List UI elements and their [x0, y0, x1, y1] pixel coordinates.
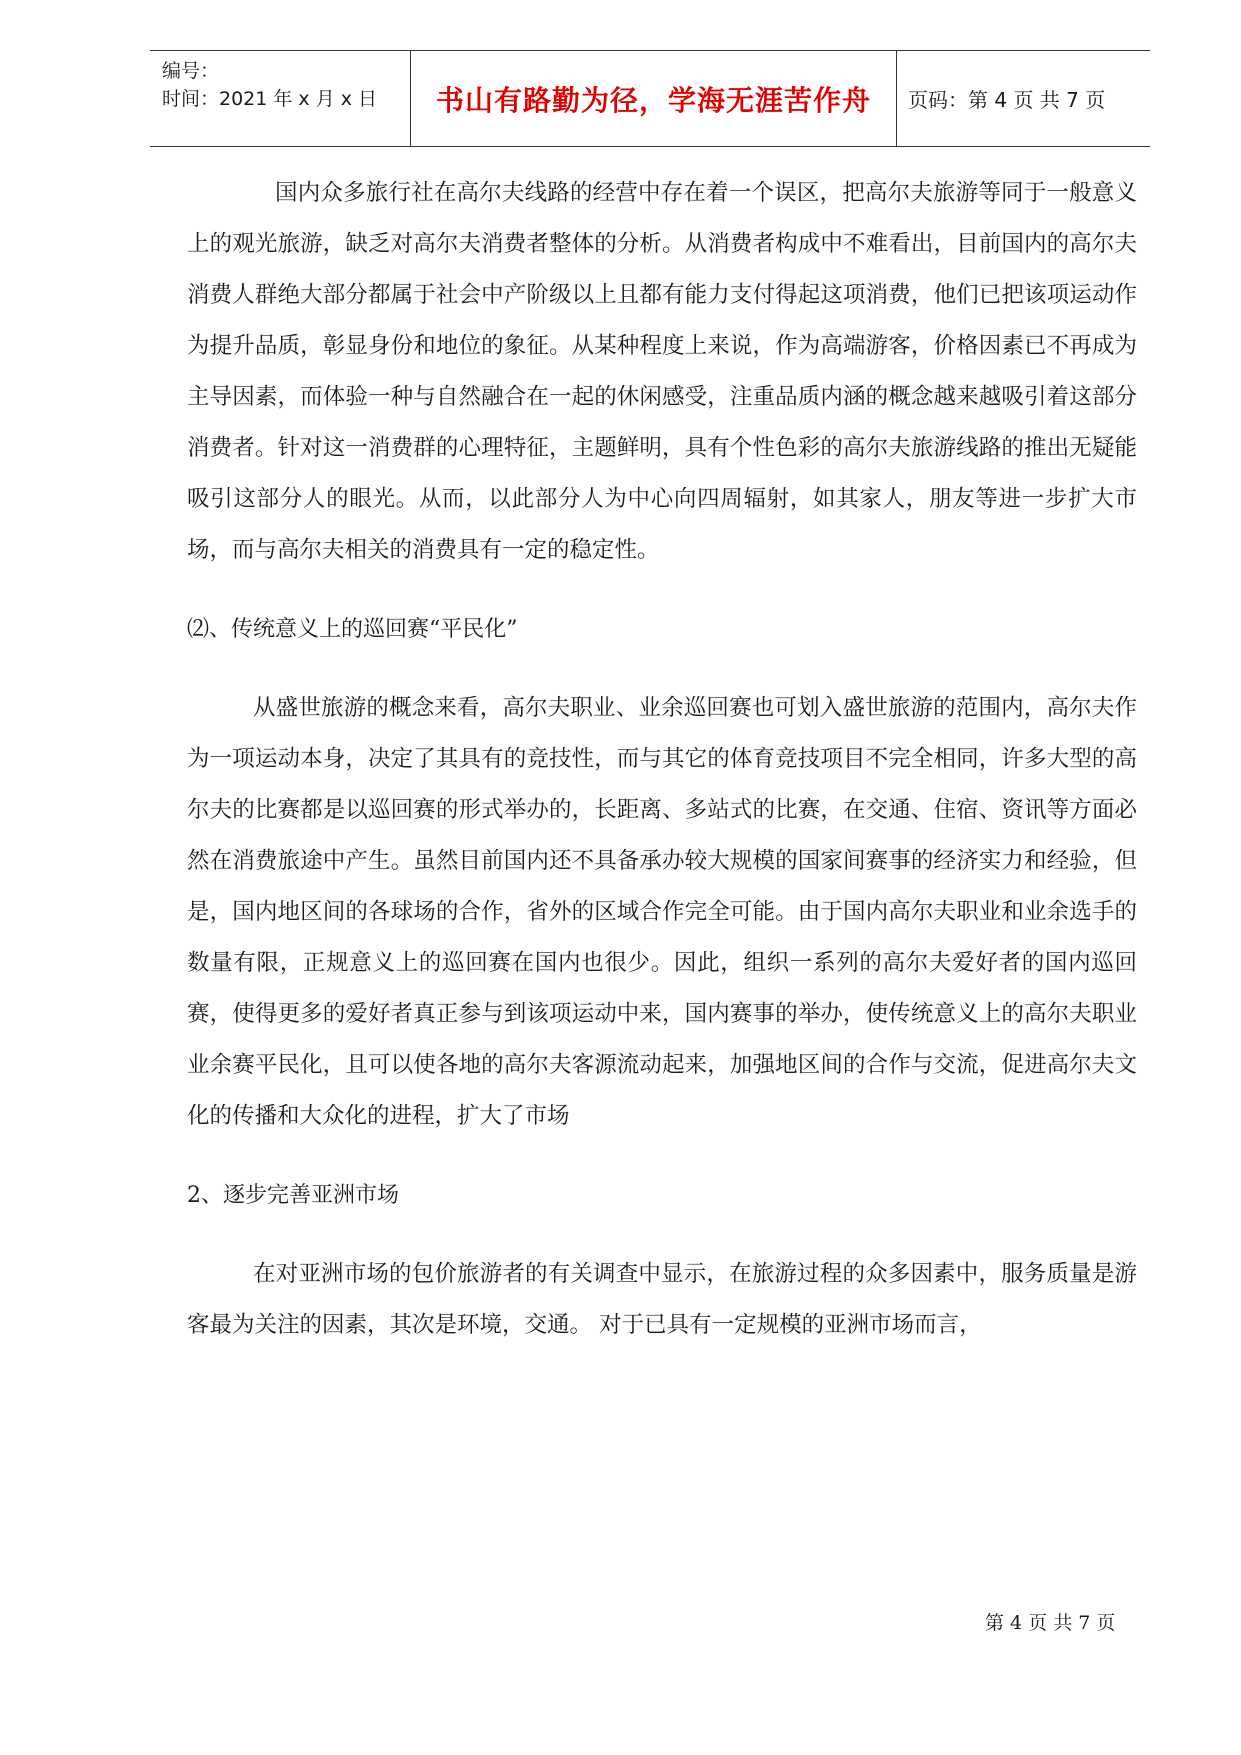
spacer [187, 1142, 1137, 1170]
document-body [187, 168, 1137, 1351]
motto-text: 书山有路勤为径，学海无涯苦作舟 [435, 83, 871, 117]
header-page-cell [896, 51, 1162, 146]
paragraph-golf-consumers: 国内众多旅行社在高尔夫线路的经营中存在着一个误区，把高尔夫旅游等同于一般意义上的观光旅游，缺乏对高尔夫消费者整体的分析。从消费者构成中不难看出，目前国内的高尔夫消费人群绝大部分都属于社会中产阶级以上且都有能力支付得起这项消费，他们已把该项运动作为提升品质，彰显身份和地位的象征。从某种程度上来说，作为高端游客，价格因素已不再成为主导因素，而体验一种与自然融合在一起的休闲感受，注重品质内涵的概念越来越吸引着这部分消费者。针对这一消费群的心理特征，主题鲜明，具有个性色彩的高尔夫旅游线路的推出无疑能吸引这部分人的眼光。从而，以此部分人为中心向四周辐射，如其家人，朋友等进一步扩大市场，而与高尔夫相关的消费具有一定的稳定性。 [187, 180, 1137, 563]
paragraph-tournament: 从盛世旅游的概念来看，高尔夫职业、业余巡回赛也可划入盛世旅游的范围内，高尔夫作为一项运动本身，决定了其具有的竞技性，而与其它的体育竞技项目不完全相同，许多大型的高尔夫的比赛都是以巡回赛的形式举办的，长距离、多站式的比赛，在交通、住宿、资讯等方面必然在消费旅途中产生。虽然目前国内还不具备承办较大规模的国家间赛事的经济实力和经验，但是，国内地区间的各球场的合作，省外的区域合作完全可能。由于国内高尔夫职业和业余选手的数量有限，正规意义上的巡回赛在国内也很少。因此，组织一系列的高尔夫爱好者的国内巡回赛，使得更多的爱好者真正参与到该项运动中来，国内赛事的举办，使传统意义上的高尔夫职业业余赛平民化，且可以使各地的高尔夫客源流动起来，加强地区间的合作与交流，促进高尔夫文化的传播和大众化的进程，扩大了市场 [187, 695, 1137, 1129]
header-page-label: 页码：第 4 页 共 7 页 [908, 88, 1106, 112]
page-header [150, 50, 1150, 147]
paragraph-asia-market: 在对亚洲市场的包价旅游者的有关调查中显示，在旅游过程的众多因素中，服务质量是游客最为关注的因素，其次是环境，交通。 对于已具有一定规模的亚洲市场而言， [187, 1261, 1137, 1338]
header-info-cell [150, 51, 410, 146]
section-heading-tournament: ⑵、传统意义上的巡回赛“平民化” [187, 617, 518, 642]
header-motto-cell [410, 51, 897, 146]
spacer [187, 576, 1137, 604]
section-heading-asia-market: 2、逐步完善亚洲市场 [187, 1183, 399, 1208]
document-code-label: 编号： [162, 60, 220, 82]
page-footer: 第 4 页 共 7 页 [985, 1612, 1116, 1634]
document-time-label: 时间：2021 年 x 月 x 日 [162, 88, 378, 110]
spacer [187, 655, 1137, 683]
spacer [187, 1221, 1137, 1249]
